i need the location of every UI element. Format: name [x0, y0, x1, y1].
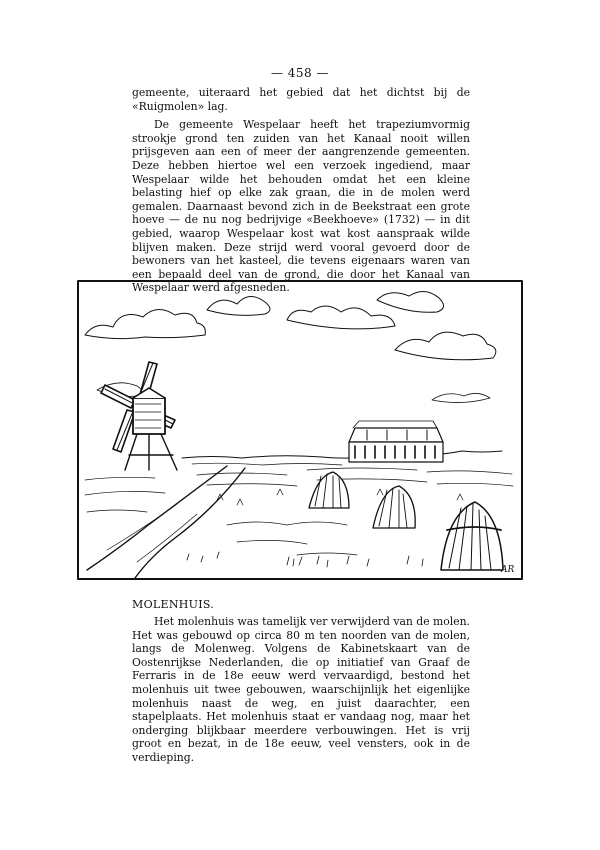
- molenhuis-text-block: [132, 615, 470, 765]
- paragraph-wespelaar: De gemeente Wespelaar heeft het trapeziumvormig strookje grond ten zuiden van het Kanaal nooit willen prijsgeven aan een of meer der aangrenzende gemeenten. Deze hebben hiertoe wel een verzoek ingediend, maar Wespelaar wilde het behouden omdat het een kleine belasting hief op elke zak graan, die in de molen werd gemalen. Daarnaast bevond zich in de Beekstraat een grote hoeve — de nu nog bedrijvige «Beekhoeve» (1732) — in dit gebied, waarop Wespelaar kost wat kost aanspraak wilde blijven maken. Deze strijd werd vooral gevoerd door de bewoners van het kasteel, die tevens eigenaars waren van een bepaald deel van de grond, die door het Kanaal van Wespelaar werd afgesneden.: [132, 118, 470, 295]
- windmill-drawing: [101, 362, 177, 470]
- windmill-landscape-illustration: [77, 280, 523, 580]
- beekhoeve-building: [349, 421, 443, 462]
- paragraph-molenhuis: Het molenhuis was tamelijk ver verwijderd van de molen. Het was gebouwd op circa 80 m ten noorden van de molen, langs de Molenweg. Volgens de Kabinetskaart van de Oostenrijkse Nederlanden, die op initiatief van Graaf de Ferraris in de 18e eeuw werd vervaardigd, bestond het molenhuis uit twee gebouwen, waarschijnlijk het eigenlijke molenhuis naast de weg, en juist daarachter, een stapelplaats. Het molenhuis staat er vandaag nog, maar het onderging blijkbaar meerdere verbouwingen. Het is vrij groot en bezat, in de 18e eeuw, veel vensters, ook in de verdieping.: [132, 615, 470, 764]
- horizon-line: [182, 451, 502, 465]
- paragraph-continuation: gemeente, uiteraard het gebied dat het dichtst bij de «Ruigmolen» lag.: [132, 86, 470, 113]
- winding-path: [87, 466, 245, 578]
- top-text-block: [132, 86, 470, 295]
- section-heading-molenhuis: MOLENHUIS.: [132, 598, 215, 611]
- page-number: — 458 —: [270, 66, 330, 80]
- illustrator-signature: AR: [501, 565, 515, 575]
- wheat-sheaves: [309, 472, 503, 570]
